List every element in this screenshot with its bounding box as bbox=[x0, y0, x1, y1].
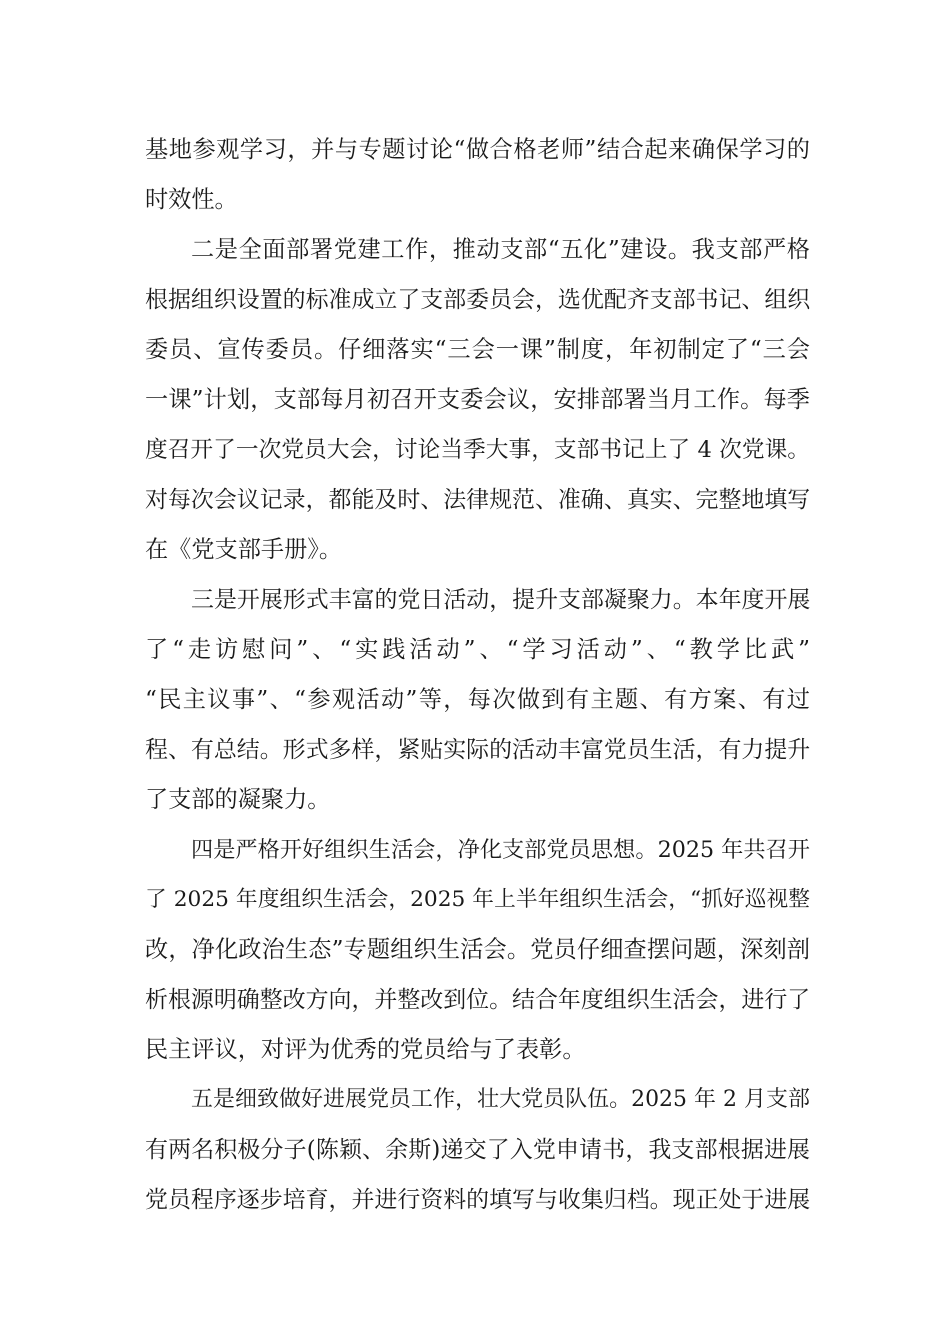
text-line: 了“走访慰问”、“实践活动”、“学习活动”、“教学比武” bbox=[145, 636, 810, 663]
text-line: 程、有总结。形式多样，紧贴实际的活动丰富党员生活，有力提升 bbox=[145, 737, 810, 763]
paragraph-start-line: 五是细致做好进展党员工作，壮大党员队伍。2025 年 2 月支部 bbox=[191, 1087, 810, 1112]
text-line: 民主评议，对评为优秀的党员给与了表彰。 bbox=[145, 1036, 586, 1063]
text-line: 度召开了一次党员大会，讨论当季大事，支部书记上了 4 次党课。 bbox=[145, 437, 810, 463]
paragraph-start-line: 三是开展形式丰富的党日活动，提升支部凝聚力。本年度开展 bbox=[191, 587, 810, 613]
text-line: 了支部的凝聚力。 bbox=[145, 786, 331, 813]
text-line: 有两名积极分子(陈颖、余斯)递交了入党申请书，我支部根据进展 bbox=[145, 1137, 810, 1163]
text-line: 了 2025 年度组织生活会，2025 年上半年组织生活会，“抓好巡视整 bbox=[145, 887, 810, 912]
text-line: 一课”计划，支部每月初召开支委会议，安排部署当月工作。每季 bbox=[145, 386, 810, 413]
text-line: “民主议事”、“参观活动”等，每次做到有主题、有方案、有过 bbox=[145, 686, 810, 713]
text-line: 对每次会议记录，都能及时、法律规范、准确、真实、完整地填写 bbox=[145, 487, 810, 513]
paragraph-start-line: 四是严格开好组织生活会，净化支部党员思想。2025 年共召开 bbox=[191, 837, 810, 863]
text-line: 根据组织设置的标准成立了支部委员会，选优配齐支部书记、组织 bbox=[145, 287, 810, 313]
text-line: 党员程序逐步培育，并进行资料的填写与收集归档。现正处于进展 bbox=[145, 1187, 810, 1213]
text-line: 改，净化政治生态”专题组织生活会。党员仔细查摆问题，深刻剖 bbox=[145, 936, 810, 963]
text-line: 析根源明确整改方向，并整改到位。结合年度组织生活会，进行了 bbox=[145, 987, 810, 1013]
text-line: 时效性。 bbox=[145, 186, 238, 213]
text-line: 委员、宣传委员。仔细落实“三会一课”制度，年初制定了“三会 bbox=[145, 336, 810, 363]
text-line: 在《党支部手册》。 bbox=[145, 536, 343, 563]
paragraph-start-line: 二是全面部署党建工作，推动支部“五化”建设。我支部严格 bbox=[191, 236, 810, 263]
text-line: 基地参观学习，并与专题讨论“做合格老师”结合起来确保学习的 bbox=[145, 136, 810, 163]
